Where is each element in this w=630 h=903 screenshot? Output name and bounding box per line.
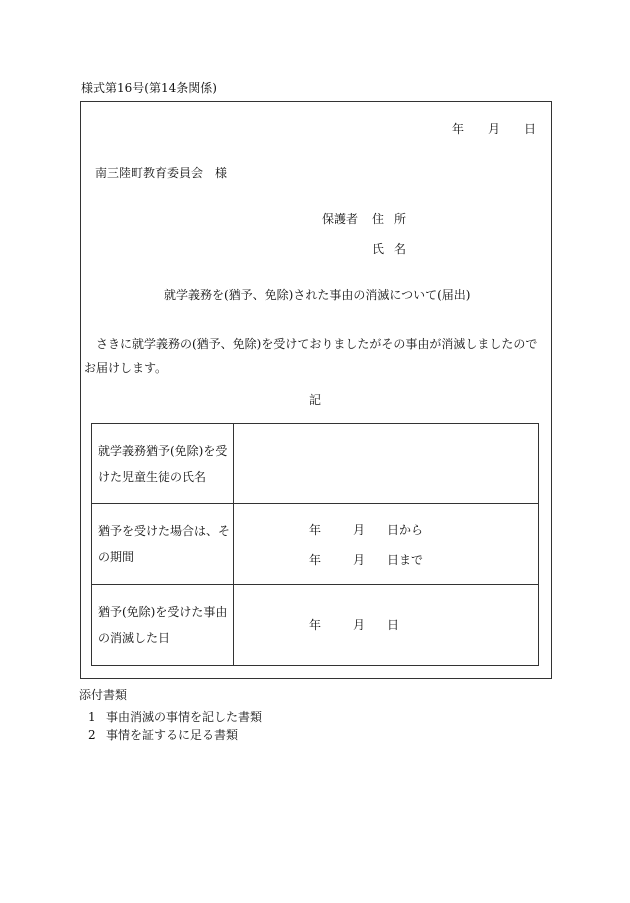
period-to xyxy=(309,554,423,566)
guardian-address-label: 住所 xyxy=(372,212,417,226)
table-row xyxy=(92,424,539,504)
period-from xyxy=(309,524,423,536)
student-name-label-line1: 就学義務猶予(免除)を受 xyxy=(98,443,228,458)
period-to-month: 月 xyxy=(353,553,366,567)
guardian-label: 保護者 xyxy=(322,212,359,226)
attachment-item xyxy=(88,729,238,741)
guardian-name-label: 氏名 xyxy=(372,242,417,256)
details-table xyxy=(91,423,539,666)
extinction-date-month: 月 xyxy=(353,618,366,632)
extinction-date-field[interactable] xyxy=(234,585,539,666)
form-number: 様式第16号(第14条関係) xyxy=(81,81,217,95)
date-year-label: 年 xyxy=(452,122,465,136)
extinction-date-label-line1: 猶予(免除)を受けた事由 xyxy=(98,605,228,619)
period-label-line2: の期間 xyxy=(98,550,135,564)
attachment-number: 2 xyxy=(88,728,96,742)
table-row xyxy=(92,585,539,666)
attachment-text: 事由消滅の事情を記した書類 xyxy=(106,710,263,724)
extinction-date-label-line2: の消滅した日 xyxy=(98,631,171,645)
addressee: 南三陸町教育委員会 様 xyxy=(95,166,228,180)
period-to-year: 年 xyxy=(309,553,322,567)
table-row xyxy=(92,504,539,585)
extinction-date-year: 年 xyxy=(309,618,322,632)
period-from-month: 月 xyxy=(353,523,366,537)
date-month-label: 月 xyxy=(488,122,501,136)
student-name-label-cell xyxy=(92,424,234,504)
document-title: 就学義務を(猶予、免除)された事由の消滅について(届出) xyxy=(164,288,471,302)
student-name-field[interactable] xyxy=(234,424,539,504)
body-text: さきに就学義務の(猶予、免除)を受けておりましたがその事由が消滅しましたのでお届けします。 xyxy=(84,337,538,375)
period-from-suffix: 日から xyxy=(387,523,424,537)
period-to-suffix: 日まで xyxy=(387,553,424,567)
date-day-label: 日 xyxy=(524,122,537,136)
extinction-date-label-cell xyxy=(92,585,234,666)
period-from-year: 年 xyxy=(309,523,322,537)
period-label-cell xyxy=(92,504,234,585)
period-label-line1: 猶予を受けた場合は、そ xyxy=(98,524,231,538)
ki-heading: 記 xyxy=(309,393,322,407)
student-name-label-line2: けた児童生徒の氏名 xyxy=(98,469,207,484)
extinction-date-suffix: 日 xyxy=(387,618,400,632)
attachment-item xyxy=(88,711,262,723)
attachment-number: 1 xyxy=(88,710,96,724)
period-field[interactable] xyxy=(234,504,539,585)
attachments-title: 添付書類 xyxy=(79,688,128,702)
extinction-date xyxy=(309,619,399,631)
attachment-text: 事情を証するに足る書類 xyxy=(106,728,239,742)
